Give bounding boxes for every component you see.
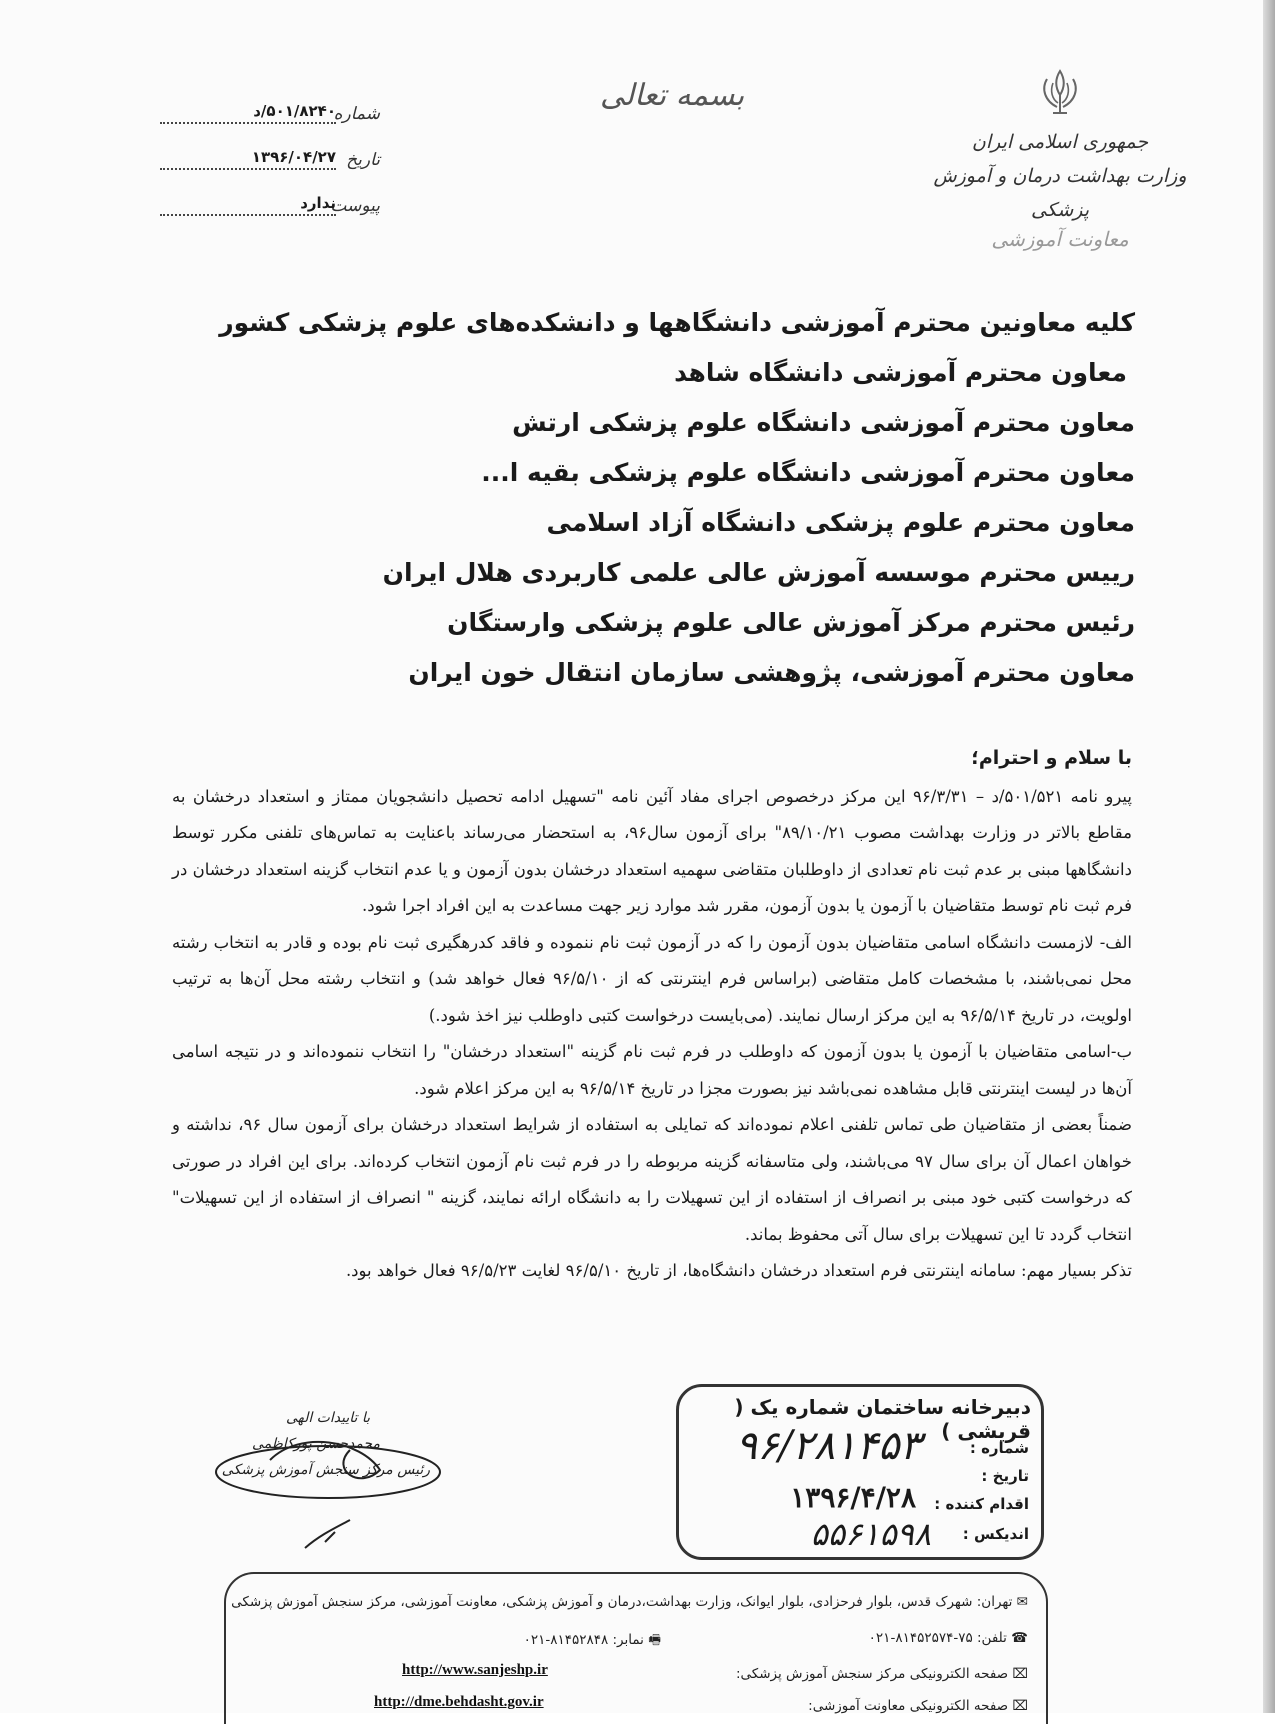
greeting: با سلام و احترام؛: [971, 747, 1132, 769]
meta-number-label: شماره: [333, 104, 380, 124]
signature-scribble-icon: [210, 1410, 450, 1560]
addressee-line: کلیه معاونین محترم آموزشی دانشگاهها و دانشکده‌های علوم پزشکی کشور: [219, 308, 1135, 337]
iran-emblem-icon: [1033, 65, 1087, 119]
ministry-line-1: جمهوری اسلامی ایران: [971, 131, 1149, 153]
footer-address-text: تهران: شهرک قدس، بلوار فرحزادی، بلوار ایوانک، وزارت بهداشت،درمان و آموزش پزشکی، معاونت آموزشی، مرکز سنجش آموزش پزشکی: [231, 1594, 1013, 1610]
addressee-line: معاون محترم آموزشی دانشگاه شاهد: [674, 358, 1127, 387]
addressee-line: معاون محترم آموزشی دانشگاه علوم پزشکی ارتش: [512, 408, 1135, 437]
signature-line-2: محمدحسن پورکاظمی: [252, 1436, 380, 1452]
basmala: بسمه تعالی: [600, 78, 745, 113]
letter-body: [172, 740, 1132, 1290]
body-paragraph: تذکر بسیار مهم: سامانه اینترنتی فرم استعداد درخشان دانشگاه‌ها، از تاریخ ۹۶/۵/۱۰ لغایت ۹۶/۵/۲۳ فعال خواهد بود.: [345, 1261, 1132, 1280]
stamp-date-value: ۱۳۹۶/۴/۲۸: [790, 1481, 916, 1514]
envelope-icon: ✉: [1012, 1594, 1028, 1610]
body-paragraph: الف- لازمست دانشگاه اسامی متقاضیان بدون آزمون را که در آزمون ثبت نام ننموده و فاقد کدرهگیری ثبت نام بوده و قادر به انتخاب رشته محل نمی‌باشند، با مشخصات کامل متقاضی (براساس فرم اینترنتی که از ۹۶/۵/۱۰ فعال خواهد شد) و انتخاب رشته محل آن‌ها به ترتیب اولویت، در تاریخ ۹۶/۵/۱۴ به این مرکز ارسال نمایند. (می‌بایست درخواست کتبی داوطلب نیز اخذ شود.): [172, 932, 1133, 1025]
meta-date-label: تاریخ: [346, 150, 380, 170]
footer-fax-text: نمابر: ۸۱۴۵۲۸۴۸-۰۲۱: [523, 1632, 644, 1648]
letter-meta: [160, 78, 380, 216]
signature-block: [210, 1410, 450, 1560]
footer-address: [231, 1594, 1028, 1610]
addressee-list: [219, 298, 1135, 698]
registry-stamp: [676, 1384, 1044, 1560]
footer-site1-label-text: صفحه الکترونیکی مرکز سنجش آموزش پزشکی:: [735, 1666, 1009, 1682]
body-paragraph: ضمناً بعضی از متقاضیان طی تماس تلفنی اعلام نموده‌اند که تمایلی به استفاده از شرایط استعداد درخشان برای آزمون سال ۹۶، نداشته و خواهان اعمال آن برای سال ۹۷ می‌باشند، ولی متاسفانه گزینه مربوطه را در فرم ثبت نام آزمون انتخاب کرده‌اند. برای این افراد در صورتی که درخواست کتبی خود مبنی بر انصراف از استفاده از این تسهیلات را به دانشگاه ارائه نمایند، گزینه " انصراف از استفاده از این تسهیلات" انتخاب گردد تا این تسهیلات برای سال آتی محفوظ بماند.: [172, 1115, 1132, 1244]
scan-edge: [1263, 0, 1275, 1713]
web-icon: ⌧: [1008, 1698, 1028, 1714]
letter-footer: [224, 1572, 1048, 1724]
footer-site1-label: [736, 1666, 1028, 1682]
stamp-index-label: اندیکس :: [962, 1525, 1029, 1543]
stamp-date-label: تاریخ :: [981, 1467, 1029, 1485]
footer-phone: [869, 1630, 1028, 1646]
footer-site2-label: [808, 1698, 1028, 1714]
ministry-line-2: وزارت بهداشت درمان و آموزش پزشکی: [933, 165, 1187, 221]
ministry-line-3: معاونت آموزشی: [991, 227, 1129, 251]
meta-number-value: ۵۰۱/۸۲۴۰/د: [160, 102, 336, 124]
signature-line-1: با تاییدات الهی: [285, 1410, 370, 1426]
meta-attachment-value: ندارد: [160, 194, 336, 216]
meta-attachment-label: پیوست: [330, 196, 380, 216]
addressee-line: معاون محترم آموزشی، پژوهشی سازمان انتقال خون ایران: [408, 658, 1135, 687]
footer-fax: [524, 1630, 661, 1653]
meta-attachment: [160, 170, 380, 216]
addressee-line: رئیس محترم مرکز آموزش عالی علوم پزشکی وارستگان: [447, 608, 1135, 637]
addressee-line: معاون محترم علوم پزشکی دانشگاه آزاد اسلامی: [546, 508, 1135, 537]
ministry-header: [920, 65, 1200, 251]
footer-phone-text: تلفن: ۷۵-۸۱۴۵۲۵۷۴-۰۲۱: [868, 1630, 1007, 1646]
stamp-number-value: ۹۶/۲۸۱۴۵۳: [735, 1423, 921, 1469]
phone-icon: ☎: [1006, 1630, 1028, 1646]
stamp-title: دبیرخانه ساختمان شماره یک ( قریشی ): [734, 1395, 1031, 1443]
stamp-index-value: ۵۵۶۱۵۹۸: [810, 1515, 931, 1553]
addressee-line: معاون محترم آموزشی دانشگاه علوم پزشکی بقیه ا...: [481, 458, 1135, 487]
meta-date-value: ۱۳۹۶/۰۴/۲۷: [160, 148, 336, 170]
body-paragraph: ب-اسامی متقاضیان با آزمون یا بدون آزمون که داوطلب در فرم ثبت نام گزینه "استعداد درخشان" را انتخاب ننموده‌اند و در نتیجه اسامی آن‌ها در لیست اینترنتی قابل مشاهده نمی‌باشد نیز بصورت مجزا در تاریخ ۹۶/۵/۱۴ به این مرکز اعلام شود.: [172, 1042, 1132, 1098]
meta-number: [160, 78, 380, 124]
footer-site2-link[interactable]: http://dme.behdasht.gov.ir: [374, 1694, 544, 1710]
stamp-number-label: شماره :: [969, 1439, 1029, 1457]
footer-site1-link[interactable]: http://www.sanjeshp.ir: [402, 1662, 548, 1678]
addressee-line: رییس محترم موسسه آموزش عالی علمی کاربردی هلال ایران: [382, 558, 1135, 587]
body-paragraph: پیرو نامه ۵۰۱/۵۲۱/د – ۹۶/۳/۳۱ این مرکز درخصوص اجرای مفاد آئین نامه "تسهیل ادامه تحصیل دانشجویان ممتاز و استعداد درخشان به مقاطع بالاتر در وزارت بهداشت مصوب ۸۹/۱۰/۲۱" برای آزمون سال۹۶، به استحضار می‌رساند باعنایت به تماس‌های تلفنی مکرر توسط دانشگاهها مبنی بر عدم ثبت نام تعدادی از داوطلبان متقاضی سهمیه استعداد درخشان بدون آزمون و یا عدم انتخاب گزینه استعداد درخشان در فرم ثبت نام توسط متقاضیان با آزمون یا بدون آزمون، مقرر شد موارد زیر جهت مساعدت به این افراد اجرا شود.: [172, 786, 1133, 915]
signature-line-3: رئیس مرکز سنجش آموزش پزشکی: [221, 1462, 430, 1478]
meta-date: [160, 124, 380, 170]
footer-site2-label-text: صفحه الکترونیکی معاونت آموزشی:: [808, 1698, 1009, 1714]
web-icon: ⌧: [1008, 1666, 1028, 1682]
stamp-action-label: اقدام کننده :: [934, 1495, 1029, 1513]
fax-icon: 🖷: [643, 1632, 661, 1648]
